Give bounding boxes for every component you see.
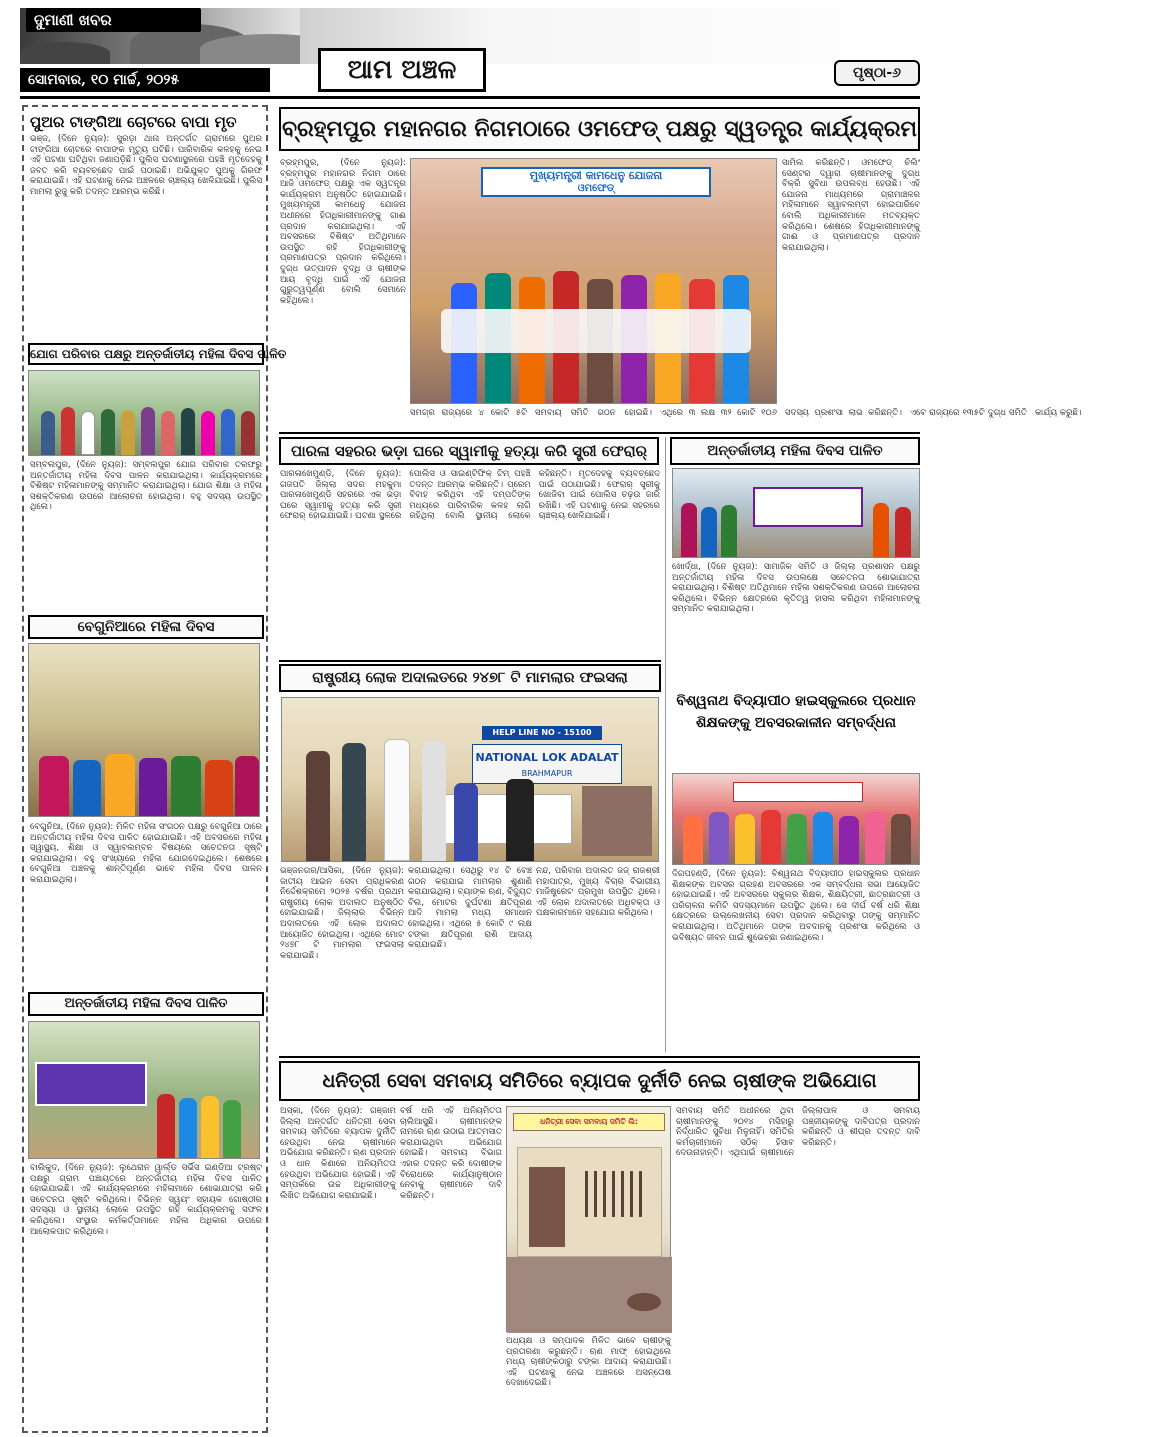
photo-omfed-event [410,158,777,404]
article-yoga-womens-day: ସମ୍ବଲପୁର, (ଦିନେ ନ୍ୟୁଜ): ସମ୍ବଲପୁର ଯୋଗ ପରିବାର ତରଫରୁ ଅନ୍ତର୍ଜାତୀୟ ମହିଳା ଦିବସ ପାଳନ କରାଯାଇଥିଲା। କାର୍ଯ୍ୟକ୍ରମରେ ବିଶିଷ୍ଟ ମହିଳାମାନଙ୍କୁ ସମ୍ମାନିତ କରାଯାଇଥିଲା। ଯୋଗ ଶିକ୍ଷା ଓ ମହିଳା ସଶକ୍ତିକରଣ ଉପରେ ଆଲୋଚନା ହୋଇଥିଲା। ବହୁ ସଦସ୍ୟ ଉପସ୍ଥିତ ଥିଲେ। [30,460,262,513]
lok-adalat-banner: NATIONAL LOK ADALAT [475,751,619,764]
issue-date: ସୋମବାର, ୧୦ ମାର୍ଚ୍ଚ, ୨୦୨୫ [20,68,270,92]
article-intl-womens-day-right: ଖୋର୍ଦ୍ଧା, (ଦିନେ ନ୍ୟୁଜ): ସାମାଜିକ ସମିତି ଓ ଜିଲ୍ଲା ପ୍ରଶାସନ ପକ୍ଷରୁ ଅନ୍ତର୍ଜାତୀୟ ମହିଳା ଦିବସ ଉପଲକ୍ଷେ ସଚେତନତା ଶୋଭାଯାତ୍ରା କରାଯାଇଥିଲା। ବିଶିଷ୍ଟ ଅତିଥିମାନେ ମହିଳା ସଶକ୍ତିକରଣ ଉପରେ ଆଲୋଚନା କରିଥିଲେ। ବିଭିନ୍ନ କ୍ଷେତ୍ରରେ କୃତିତ୍ୱ ହାସଲ କରିଥିବା ମହିଳାମାନଙ୍କୁ ସମ୍ମାନିତ କରାଯାଇଥିଲା। [672,562,920,615]
article-dhanitri-col4: ସମବାୟ ସମିତି ଅଧୀନରେ ଥିବା ଚାଷୀମାନଙ୍କୁ ୨୦୧୪ ମସିହାରୁ ନିର୍ଦ୍ଧାରିତ ସୁବିଧା ମିଳୁନାହିଁ। ସମିତିର କର୍ମଚାରୀମାନେ ସଠିକ୍ ହିସାବ ଦେଉନାହାନ୍ତି। ଏଥିପାଇଁ ଚାଷୀମାନେ ଜିଲ୍ଲାପାଳ ଓ ସମବାୟ ପଞ୍ଜୀୟକଙ୍କୁ ଦାବିପତ୍ର ପ୍ରଦାନ କରିଛନ୍ତି ଓ ଶୀଘ୍ର ତଦନ୍ତ ଦାବି କରିଛନ୍ତି। [676,1106,920,1159]
article-dhanitri-col1: ଅସ୍କା, (ଦିନେ ନ୍ୟୁଜ): ଗଞ୍ଜାମ ଜିଲ୍ଲା ଅନ୍ତର୍ଗତ ଧନିତ୍ରୀ ସେବା ସମବାୟ ସମିତିରେ ବ୍ୟାପକ ଦୁର୍ନୀତି ହେଉଥିବା ନେଇ ଚାଷୀମାନେ ଅଭିଯୋଗ କରିଛନ୍ତି। ଋଣ ପ୍ରଦାନ ଓ ଧାନ କିଣାରେ ଅନିୟମିତତା ହେଉଥିବା ଅଭିଯୋଗ ହୋଇଛି। ଏହି ସମ୍ପର୍କରେ ଉଚ୍ଚ ଅଧିକାରୀଙ୍କୁ ଲିଖିତ ଅଭିଯୋଗ କରାଯାଇଛି। [280,1106,396,1201]
photo-school-felicitation [672,773,920,865]
banner-scheme-title: ମୁଖ୍ୟମନ୍ତ୍ରୀ କାମଧେନୁ ଯୋଜନା [529,169,663,182]
photo-yoga-group [28,370,260,456]
masthead-rule [20,96,920,99]
newspaper-brand: ଦୁମାଣୀ ଖବର [26,8,201,32]
headline-father-killed: ପୁଅର ଟାଙ୍ଗିଆ ଚୋଟରେ ବାପା ମୃତ [30,113,237,131]
headline-intl-womens-day-left: ଅନ୍ତର୍ଜାତୀୟ ମହିଳା ଦିବସ ପାଳିତ [28,992,264,1016]
photo-lok-adalat [281,697,659,862]
headline-yoga-womens-day: ଯୋଗ ପରିବାର ପକ୍ଷରୁ ଅନ୍ତର୍ଜାତୀୟ ମହିଳା ଦିବସ ପାଳିତ [28,343,264,365]
helpline-text: HELP LINE NO - 15100 [482,726,602,740]
article-intl-womens-day-left: ବାଲିକୁଦ, (ଦିନେ ନ୍ୟୁଜ): ଲୁଥେରାନ ୱାର୍ଲ୍ଡ ସର୍ଭିସ ଇଣ୍ଡିଆ ଟ୍ରଷ୍ଟ ପକ୍ଷରୁ ଗ୍ରାମ ପଞ୍ଚାୟତରେ ଅନ୍ତର୍ଜାତୀୟ ମହିଳା ଦିବସ ପାଳିତ ହୋଇଯାଇଛି। ଏହି କାର୍ଯ୍ୟକ୍ରମରେ ମହିଳାମାନେ ଶୋଭାଯାତ୍ରା କରି ସଚେତନତା ସୃଷ୍ଟି କରିଥିଲେ। ବିଭିନ୍ନ ସ୍ୱୟଂ ସହାୟକ ଗୋଷ୍ଠୀର ସଦସ୍ୟା ଓ ସ୍ଥାନୀୟ ଲୋକେ ଉପସ୍ଥିତ ରହି କାର୍ଯ୍ୟକ୍ରମକୁ ସଫଳ କରିଥିଲେ। ସଂସ୍ଥାର କର୍ମକର୍ତ୍ତାମାନେ ମହିଳା ଅଧିକାର ଉପରେ ଆଲୋକପାତ କରିଥିଲେ। [30,1163,262,1237]
article-omfed-bottom: ସମଗ୍ର ରାଜ୍ୟରେ ୪ କୋଟି ୫ଟି ସମବାୟ ସମିତି ଗଠନ ହୋଇଛି। ଏଥିରେ ୩ ଲକ୍ଷ ୩୨ କୋଟି ୧୦୬ ସଦସ୍ୟ ପ୍ରଶଂସା ଲାଭ କରିଛନ୍ତି। ଏବେ ରାଜ୍ୟରେ ୧୩୫ଟି ଦୁଗ୍ଧ ସମିତି କାର୍ଯ୍ୟ କରୁଛି। [410,408,1082,418]
lok-adalat-banner-sub: BRAHMAPUR [521,769,573,778]
photo-begunia-meeting [28,643,260,817]
photo-womens-rally [672,468,920,558]
headline-omfed-program: ବ୍ରହ୍ମପୁର ମହାନଗର ନିଗମଠାରେ ଓମଫେଡ୍ ପକ୍ଷରୁ ସ୍ୱତନ୍ତ୍ର କାର୍ଯ୍ୟକ୍ରମ [279,107,920,151]
article-vishwanath-school: ଦିଗପହଣ୍ଡି, (ଦିନେ ନ୍ୟୁଜ): ବିଶ୍ୱନାଥ ବିଦ୍ୟାପୀଠ ହାଇସ୍କୁଲର ପ୍ରଧାନ ଶିକ୍ଷକଙ୍କ ଅବସର ଗ୍ରହଣ ଅବସରରେ ଏକ ସମ୍ବର୍ଦ୍ଧନା ସଭା ଆୟୋଜିତ ହୋଇଯାଇଛି। ଏହି ଅବସରରେ ସ୍କୁଲର ଶିକ୍ଷକ, ଶିକ୍ଷୟିତ୍ରୀ, ଛାତ୍ରଛାତ୍ରୀ ଓ ପରିଚାଳନା କମିଟି ସଦସ୍ୟମାନେ ଉପସ୍ଥିତ ଥିଲେ। ସେ ଦୀର୍ଘ ବର୍ଷ ଧରି ଶିକ୍ଷା କ୍ଷେତ୍ରରେ ଉଲ୍ଲେଖନୀୟ ସେବା ପ୍ରଦାନ କରିଥିବାରୁ ତାଙ୍କୁ ସମ୍ମାନିତ କରାଯାଇଥିଲା। ଅତିଥିମାନେ ତାଙ୍କ ଅବଦାନକୁ ପ୍ରଶଂସା କରିଥିଲେ ଓ ଭବିଷ୍ୟତ ଜୀବନ ପାଇଁ ଶୁଭେଚ୍ଛା ଜଣାଇଥିଲେ। [672,869,920,943]
office-signboard: ଧନିତ୍ରୀ ସେବା ସମବାୟ ସମିତି ଲି: [513,1113,665,1131]
headline-lok-adalat: ରାଷ୍ଟ୍ରୀୟ ଲୋକ ଅଦାଲତରେ ୨୪୭୮ ଟି ମାମଲାର ଫଇସଲା [279,664,661,692]
headline-begunia-womens-day: ବେଗୁନିଆରେ ମହିଳା ଦିବସ [28,615,264,639]
article-parala-murder: ପାରଳାଖେମୁଣ୍ଡି, (ଦିନେ ନ୍ୟୁଜ): ଗଜପତି ଜିଲ୍ଲା ସଦର ମହକୁମା ପାରଳାଖେମୁଣ୍ଡି ସହରରେ ଏକ ଭଡ଼ା ଘରେ ସ୍ୱାମୀକୁ ହତ୍ୟା କରି ସ୍ତ୍ରୀ ଫେରାର୍ ହୋଇଯାଇଛି। ଘଟଣା ସ୍ଥଳରେ ପୋଲିସ ଓ ସାଇଣ୍ଟିଫିକ୍ ଟିମ୍ ପହଞ୍ଚି ତଦନ୍ତ ଆରମ୍ଭ କରିଛନ୍ତି। ପ୍ରେମ ବିବାହ କରିଥିବା ଏହି ଦମ୍ପତିଙ୍କ ମଧ୍ୟରେ ପାରିବାରିକ କଳହ ଲାଗି ରହିଥିଲା ବୋଲି ସ୍ଥାନୀୟ ଲୋକେ କହିଛନ୍ତି। ମୃତଦେହକୁ ବ୍ୟବଚ୍ଛେଦ ପାଇଁ ପଠାଯାଇଛି। ଫେରାର୍ ସ୍ତ୍ରୀକୁ ଖୋଜିବା ପାଇଁ ପୋଲିସ ଚଢ଼ଉ ଜାରି ରଖିଛି। ଏହି ଘଟଣାକୁ ନେଇ ସହରରେ ଚାଞ୍ଚଲ୍ୟ ଖେଳିଯାଇଛି। [280,469,660,522]
rule-before-dhanitri [279,1056,920,1058]
article-lok-adalat-col3: ନନ୍ଦ, ପରିବାର ଅଦାଲତ ଜଜ୍ ରାଜଶ୍ରୀ ମହାପାତ୍ର, ମୁଖ୍ୟ ବିଚାର ବିଭାଗୀୟ ମାଜିଷ୍ଟ୍ରେଟ ପ୍ରମୁଖ ଉପସ୍ଥିତ ଥିଲେ। ଏହି ଲୋକ ଅଦାଲତରେ ଅଧିବକ୍ତା ଓ ପକ୍ଷକାରମାନେ ସହଯୋଗ କରିଥିଲେ। [536,866,660,919]
page-number: ପୃଷ୍ଠା-୬ [834,60,920,86]
rule-before-lokadalat [279,660,661,662]
article-omfed-col3: ସାମିଲ କରିଛନ୍ତି। ଓମଫେଡ୍ ଚିଲିଂ ସେଣ୍ଟର ଦ୍ୱାରା ଚାଷୀମାନଙ୍କୁ ଦୁଗ୍ଧ ବିକ୍ରି ସୁବିଧା ଉପଲବ୍ଧ ହେଉଛି। ଏହି ଯୋଜନା ମାଧ୍ୟମରେ ଗ୍ରାମାଞ୍ଚଳର ମହିଳାମାନେ ସ୍ୱାବଲମ୍ବୀ ହୋଇପାରିବେ ବୋଲି ଅଧିକାରୀମାନେ ମତବ୍ୟକ୍ତ କରିଥିଲେ। ଶେଷରେ ହିତାଧିକାରୀମାନଙ୍କୁ ଗାଈ ଓ ପ୍ରମାଣପତ୍ର ପ୍ରଦାନ କରାଯାଇଥିଲା। [782,158,920,253]
photo-cooperative-office [506,1106,671,1332]
article-father-killed: ଭଞ୍ଜ, (ଦିନେ ନ୍ୟୁଜ): ସୁରଡ଼ା ଥାନା ଅନ୍ତର୍ଗତ ଗ୍ରାମରେ ପୁଅର ଟାଙ୍ଗିଆ ଚୋଟରେ ବାପାଙ୍କ ମୃତ୍ୟୁ ଘଟିଛି। ପାରିବାରିକ କଳହକୁ ନେଇ ଏହି ଘଟଣା ଘଟିଥିବା ଜଣାପଡ଼ିଛି। ପୁଲିସ ଘଟଣାସ୍ଥଳରେ ପହଞ୍ଚି ମୃତଦେହକୁ ଜବତ କରି ବ୍ୟବଚ୍ଛେଦ ପାଇଁ ପଠାଇଛି। ଅଭିଯୁକ୍ତ ପୁଅକୁ ଗିରଫ କରାଯାଇଛି। ଏହି ଘଟଣାକୁ ନେଇ ଅଞ୍ଚଳରେ ଚାଞ୍ଚଲ୍ୟ ଖେଳିଯାଇଛି। ପୁଲିସ ମାମଲା ରୁଜୁ କରି ତଦନ୍ତ ଆରମ୍ଭ କରିଛି। [30,134,262,197]
photo-rally-banner [28,1021,260,1159]
article-dhanitri-col2: ବର୍ଷ ଧରି ଏହି ଅନିୟମିତତା ଚାଲିଆସୁଛି। ଚାଷୀମାନଙ୍କ ନାମରେ ଋଣ ଉଠାଇ ଆତ୍ମସାତ କରାଯାଇଥିବା ଅଭିଯୋଗ ହୋଇଛି। ସମବାୟ ବିଭାଗ ଏହାର ତଦନ୍ତ କରି ଦୋଷୀଙ୍କ ବିରୋଧରେ କାର୍ଯ୍ୟାନୁଷ୍ଠାନ ନେବାକୁ ଚାଷୀମାନେ ଦାବି କରିଛନ୍ତି। [400,1106,502,1201]
article-lok-adalat-col1: ଭଞ୍ଜନଗର/ଆସିକା, (ଦିନେ ନ୍ୟୁଜ): ଜାତୀୟ ଆଇନ ସେବା ପ୍ରାଧିକରଣ ନିର୍ଦ୍ଦେଶକ୍ରମେ ୨୦୨୫ ବର୍ଷର ପ୍ରଥମ ରାଷ୍ଟ୍ରୀୟ ଲୋକ ଅଦାଲତ ଅନୁଷ୍ଠିତ ହୋଇଯାଇଛି। ଜିଲ୍ଲାର ବିଭିନ୍ନ ଅଦାଲତରେ ଏହି ଲୋକ ଅଦାଲତ ଆୟୋଜିତ ହୋଇଥିଲା। ଏଥିରେ ମୋଟ ୨୪୭୮ ଟି ମାମଲାର ଫଇସଲା କରାଯାଇଛି। [280,866,404,961]
article-lok-adalat-col2: କରାଯାଇଥିଲା। ସେଥିରୁ ୧୪ ଟି ବେଞ୍ଚ ଗଠନ କରାଯାଇ ମାମଲାର ଶୁଣାଣି କରାଯାଇଥିଲା। ବ୍ୟାଙ୍କ ଋଣ, ବିଦ୍ୟୁତ ବିଲ, ମୋଟର ଦୁର୍ଘଟଣା କ୍ଷତିପୂରଣ ଆଦି ମାମଲା ମଧ୍ୟ ସମାଧାନ ହୋଇଥିଲା। ଏଥିରେ ୫ କୋଟି ୯ ଲକ୍ଷ ଟଙ୍କା କ୍ଷତିପୂରଣ ରାଶି ଆଦାୟ କରାଯାଇଛି। [408,866,532,951]
headline-dhanitri-cooperative: ଧନିତ୍ରୀ ସେବା ସମବାୟ ସମିତିରେ ବ୍ୟାପକ ଦୁର୍ନୀତି ନେଇ ଚାଷୀଙ୍କ ଅଭିଯୋଗ [279,1061,920,1101]
article-begunia-womens-day: ବେଗୁନିଆ, (ଦିନେ ନ୍ୟୁଜ): ମିଳିତ ମହିଳା ସଂଗଠନ ପକ୍ଷରୁ ବେଗୁନିଆ ଠାରେ ଅନ୍ତର୍ଜାତୀୟ ମହିଳା ଦିବସ ପାଳିତ ହୋଇଯାଇଛି। ଏହି ଅବସରରେ ମହିଳା ସ୍ୱାସ୍ଥ୍ୟ, ଶିକ୍ଷା ଓ ସ୍ୱାବଲମ୍ବନ ବିଷୟରେ ସଚେତନତା ସୃଷ୍ଟି କରାଯାଇଥିଲା। ବହୁ ସଂଖ୍ୟାରେ ମହିଳା ଯୋଗଦେଇଥିଲେ। ଶେଷରେ ବେଗୁନିଆ ଅଞ୍ଚଳକୁ ଶାନ୍ତିପୂର୍ଣ୍ଣ ଭାବେ ମହିଳା ଦିବସ ପାଳନ କରାଯାଇଥିଲା। [30,822,262,885]
column-divider-2 [665,660,666,1052]
rule-after-omfed [279,432,920,434]
headline-parala-murder: ପାରଳା ସହରର ଭଡ଼ା ଘରେ ସ୍ୱାମୀକୁ ହତ୍ୟା କରି ସ୍ତ୍ରୀ ଫେରାର୍ [279,437,659,465]
banner-omfed: ଓମଫେଡ୍ [577,183,615,194]
article-omfed-col1: ବ୍ରହ୍ମପୁର, (ଦିନେ ନ୍ୟୁଜ): ବ୍ରହ୍ମପୁର ମହାନଗର ନିଗମ ଠାରେ ଆଜି ଓମଫେଡ୍ ପକ୍ଷରୁ ଏକ ସ୍ୱତନ୍ତ୍ର କାର୍ଯ୍ୟକ୍ରମ ଅନୁଷ୍ଠିତ ହୋଇଯାଇଛି। ମୁଖ୍ୟମନ୍ତ୍ରୀ କାମଧେନୁ ଯୋଜନା ଅଧୀନରେ ହିତାଧିକାରୀମାନଙ୍କୁ ଗାଈ ପ୍ରଦାନ କରାଯାଇଥିଲା। ଏହି ଅବସରରେ ବିଶିଷ୍ଟ ଅତିଥିମାନେ ଉପସ୍ଥିତ ରହି ହିତାଧିକାରୀଙ୍କୁ ପ୍ରମାଣପତ୍ର ପ୍ରଦାନ କରିଥିଲେ। ଦୁଗ୍ଧ ଉତ୍ପାଦନ ବୃଦ୍ଧି ଓ ଚାଷୀଙ୍କ ଆୟ ବୃଦ୍ଧି ପାଇଁ ଏହି ଯୋଜନା ଗୁରୁତ୍ୱପୂର୍ଣ୍ଣ ବୋଲି ସେମାନେ କହିଥିଲେ। [280,158,406,306]
article-dhanitri-col3: ଅଧ୍ୟକ୍ଷ ଓ ସମ୍ପାଦକ ମିଳିତ ଭାବେ ଚାଷୀଙ୍କୁ ପ୍ରତାରଣା କରୁଛନ୍ତି। ଋଣ ମାଫ୍ ହୋଇଥିଲେ ମଧ୍ୟ ଚାଷୀଙ୍କଠାରୁ ଟଙ୍କା ଆଦାୟ କରାଯାଉଛି। ଏହି ଘଟଣାକୁ ନେଇ ଅଞ୍ଚଳରେ ଅସନ୍ତୋଷ ଦେଖାଦେଇଛି। [506,1336,671,1389]
headline-intl-womens-day-right: ଅନ୍ତର୍ଜାତୀୟ ମହିଳା ଦିବସ ପାଳିତ [670,437,920,465]
headline-vishwanath-school: ବିଶ୍ୱନାଥ ବିଦ୍ୟାପୀଠ ହାଇସ୍କୁଲରେ ପ୍ରଧାନ ଶିକ୍ଷକଙ୍କୁ ଅବସରକାଳୀନ ସମ୍ବର୍ଦ୍ଧନା [676,693,916,731]
section-title: ଆମ ଅଞ୍ଚଳ [318,48,486,92]
